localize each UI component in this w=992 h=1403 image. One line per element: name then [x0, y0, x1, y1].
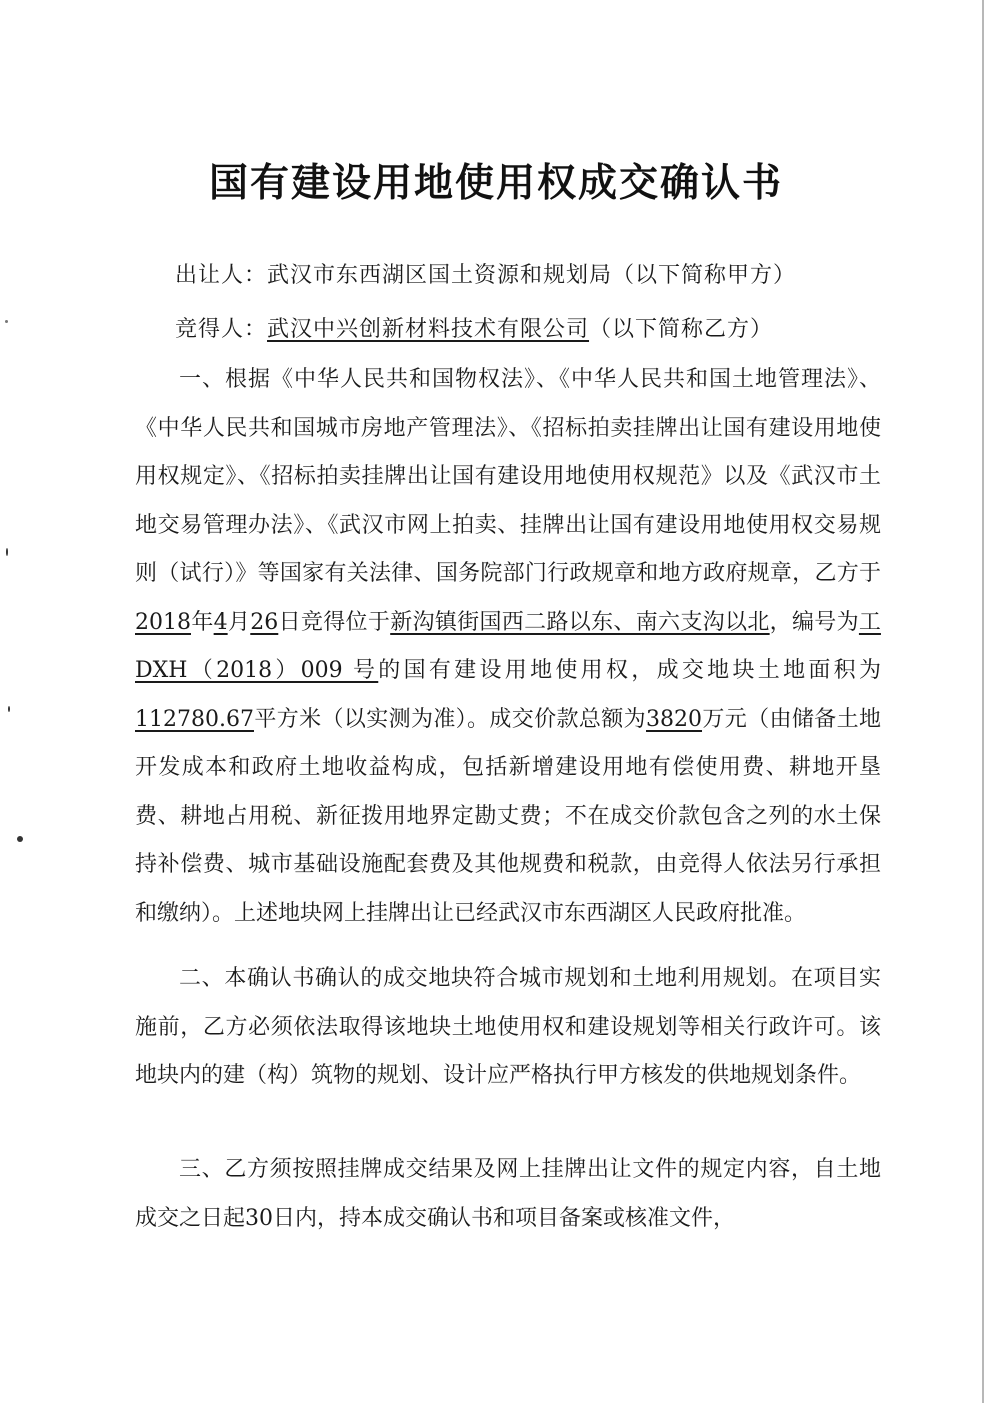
s1-text-loc: ，编号为 — [769, 609, 859, 635]
scan-edge-line — [982, 0, 984, 1403]
s1-text-parcel: 的国有建设用地使用权，成交地块土地面积为 — [378, 658, 881, 683]
section-1-paragraph — [135, 356, 881, 938]
s1-text-month: 月 — [227, 609, 251, 635]
scan-speck — [6, 548, 8, 556]
deal-price: 3820 — [646, 706, 703, 732]
parcel-area: 112780.67 — [135, 706, 254, 732]
section-3-paragraph: 三、乙方须按照挂牌成交结果及网上挂牌出让文件的规定内容，自土地成交之日起30日内，持本成交确认书和项目备案或核准文件， — [135, 1157, 881, 1231]
transferee-line — [175, 312, 773, 343]
deal-month: 4 — [213, 609, 228, 635]
transferor-line — [175, 258, 796, 289]
section-2-paragraph: 二、本确认书确认的成交地块符合城市规划和土地利用规划。在项目实施前，乙方必须依法取得该地块土地使用权和建设规划等相关行政许可。该地块内的建（构）筑物的规划、设计应严格执行甲方核发的供地规划条件。 — [135, 966, 881, 1088]
s1-text-year: 年 — [191, 609, 214, 635]
s1-text-price: 万元（由储备土地开发成本和政府土地收益构成，包括新增建设用地有偿使用费、耕地开垦费、耕地占用税、新征拨用地界定勘丈费；不在成交价款包含之列的水土保持补偿费、城市基础设施配套费及其他规费和税款，由竞得人依法另行承担和缴纳）。上述地块网上挂牌出让已经武汉市东西湖区人民政府批准。 — [135, 706, 881, 926]
scan-speck — [5, 320, 8, 323]
transferee-label: 竞得人： — [175, 317, 268, 342]
transferor-label: 出让人： — [175, 263, 268, 288]
scan-speck — [8, 706, 10, 712]
parcel-location: 新沟镇街国西二路以东、南六支沟以北 — [390, 609, 770, 635]
s1-text-a: 一、根据《中华人民共和国物权法》、《中华人民共和国土地管理法》、《中华人民共和国城市房地产管理法》、《招标拍卖挂牌出让国有建设用地使用权规定》、《招标拍卖挂牌出让国有建设用地使用权规范》以及《武汉市土地交易管理办法》、《武汉市网上拍卖、挂牌出让国有建设用地使用权交易规则（试行）》等国家有关法律、国务院部门行政规章和地方政府规章，乙方于 — [135, 367, 881, 586]
s1-text-day: 日竞得位于 — [278, 609, 391, 635]
transferee-note: （以下简称乙方） — [589, 317, 774, 342]
transferee-name: 武汉中兴创新材料技术有限公司 — [267, 317, 590, 342]
document-title: 国有建设用地使用权成交确认书 — [208, 161, 783, 206]
deal-year: 2018 — [135, 609, 191, 635]
transferor-note: （以下简称甲方） — [612, 263, 797, 288]
s1-text-area: 平方米（以实测为准）。成交价款总额为 — [253, 706, 647, 732]
transferor-name: 武汉市东西湖区国土资源和规划局 — [267, 263, 613, 288]
deal-day: 26 — [250, 609, 279, 635]
scan-speck — [17, 836, 23, 842]
parcel-number: 工 DXH（2018）009 号 — [135, 609, 881, 683]
